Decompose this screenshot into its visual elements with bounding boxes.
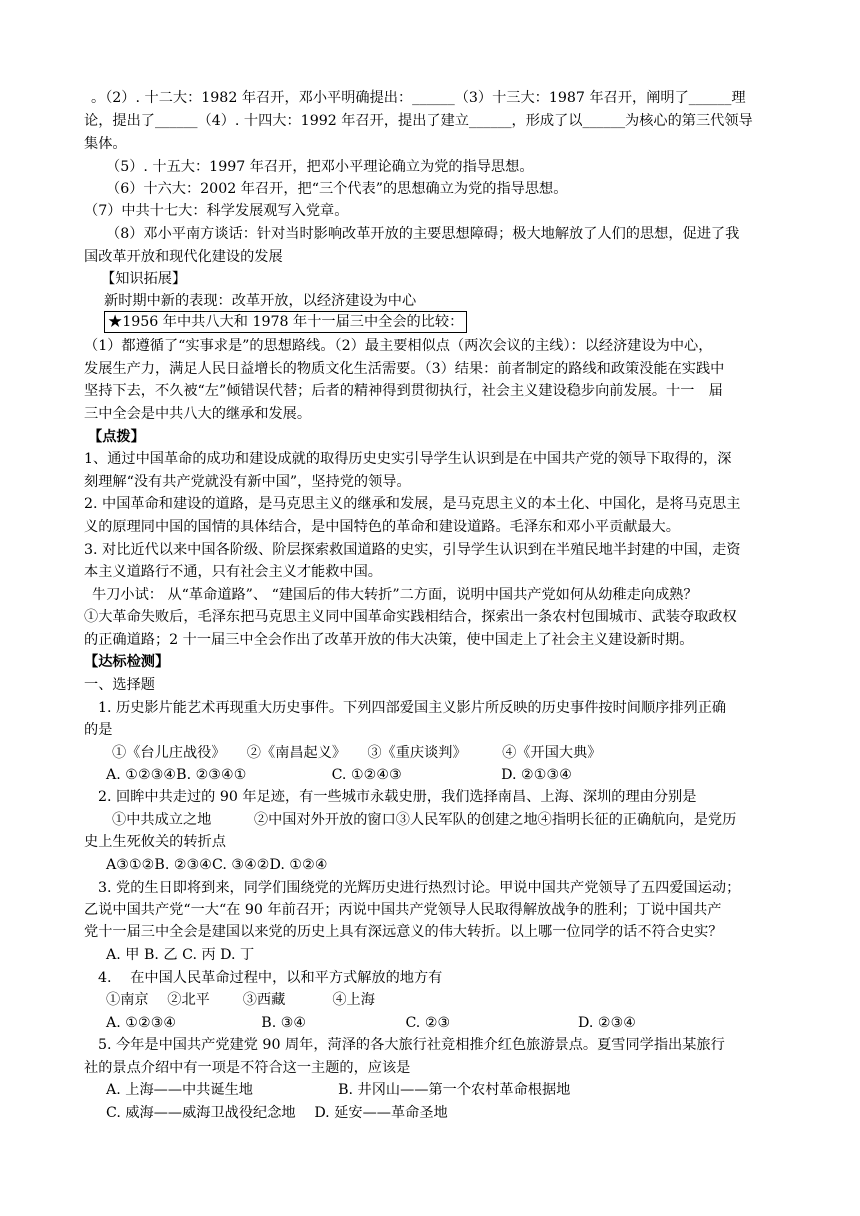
option-line: A③①②B. ②③④C. ③④②D. ①②④ — [106, 857, 328, 873]
text-line: 刻理解“没有共产党就没有新中国”，坚持党的领导。 — [84, 474, 411, 490]
text-line: （5）. 十五大：1997 年召开，把邓小平理论确立为党的指导思想。 — [106, 159, 534, 175]
text-line: 新时期中新的表现：改革开放，以经济建设为中心 — [104, 293, 417, 309]
section-heading: 【知识拓展】 — [101, 271, 187, 287]
text-line: 1、通过中国革命的成功和建设成就的取得历史史实引导学生认识到是在中国共产党的领导下取得的，深 — [84, 451, 732, 467]
section-heading: 【点拨】 — [88, 429, 145, 445]
text-line: 国改革开放和现代化建设的发展 — [84, 249, 283, 265]
text-line: 2. 中国革命和建设的道路，是马克思主义的继承和发展，是马克思主义的本土化、中国化，是将马克思主 — [84, 496, 741, 512]
question-text: 4. 在中国人民革命过程中，以和平方式解放的地方有 — [98, 970, 443, 986]
text-line: （1）都遵循了“实事求是”的思想路线。（2）最主要相似点（两次会议的主线）：以经济建设为中心， — [84, 338, 713, 354]
question-text: 1. 历史影片能艺术再现重大历史事件。下列四部爱国主义影片所反映的历史事件按时间顺序排列正确 — [98, 700, 727, 716]
option-line: A. ①②③④ B. ③④ C. ②③ D. ②③④ — [106, 1015, 637, 1031]
section-heading: 【达标检测】 — [84, 654, 170, 670]
text-line: 集体。 — [84, 136, 127, 152]
boxed-heading: ★1956 年中共八大和 1978 年十一届三中全会的比较： — [104, 311, 467, 333]
option-line: A. 上海——中共诞生地 B. 井冈山——第一个农村革命根据地 — [106, 1082, 571, 1098]
text-line: 3. 对比近代以来中国各阶级、阶层探索救国道路的史实，引导学生认识到在半殖民地半封建的中国，走资 — [84, 542, 741, 558]
text-line: 党十一届三中全会是建国以来党的历史上具有深远意义的伟大转折。以上哪一位同学的话不符合史实？ — [84, 924, 723, 940]
text-line: （6）十六大：2002 年召开，把“三个代表”的思想确立为党的指导思想。 — [106, 181, 568, 197]
question-text: 2. 回眸中共走过的 90 年足迹，有一些城市永载史册，我们选择南昌、上海、深圳的理由分别是 — [98, 789, 697, 805]
text-line: 坚持下去，不久被“左”倾错误代替；后者的精神得到贯彻执行，社会主义建设稳步向前发展。十一 届 — [84, 383, 723, 399]
text-line: 发展生产力，满足人民日益增长的物质文化生活需要。（3）结果：前者制定的路线和政策没能在实践中 — [84, 361, 725, 377]
text-line: 一、选择题 — [84, 677, 155, 693]
question-text: 5. 今年是中国共产党建党 90 周年，菏泽的各大旅行社竞相推介红色旅游景点。夏雪同学指出某旅行 — [98, 1037, 725, 1053]
text-line: ①大革命失败后，毛泽东把马克思主义同中国革命实践相结合，探索出一条农村包围城市、武装夺取政权 — [84, 609, 737, 625]
text-line: （8）邓小平南方谈话：针对当时影响改革开放的主要思想障碍；极大地解放了人们的思想，促进了我 — [106, 226, 740, 242]
text-line: 的正确道路；2 十一届三中全会作出了改革开放的伟大决策，使中国走上了社会主义建设新时期。 — [84, 632, 694, 648]
text-line: 本主义道路行不通，只有社会主义才能救中国。 — [84, 564, 382, 580]
text-line: ①南京 ②北平 ③西藏 ④上海 — [106, 992, 375, 1008]
text-line: 乙说中国共产党“一大“在 90 年前召开；丙说中国共产党领导人民取得解放战争的胜利；丁说中国共产 — [84, 902, 722, 918]
text-line: 史上生死攸关的转折点 — [84, 834, 226, 850]
text-line: 三中全会是中共八大的继承和发展。 — [84, 406, 312, 422]
text-line: 论，提出了______（4）. 十四大：1992 年召开，提出了建立______，形成了以______为核心的第三代领导 — [84, 113, 753, 129]
text-line: 牛刀小试： 从“革命道路”、 “建国后的伟大转折”二方面，说明中国共产党如何从幼稚走向成熟？ — [92, 587, 698, 603]
option-line: C. 威海——威海卫战役纪念地 D. 延安——革命圣地 — [106, 1105, 448, 1121]
text-line: ①中共成立之地 ②中国对外开放的窗口③人民军队的创建之地④指明长征的正确航向，是党历 — [112, 812, 737, 828]
text-line: 社的景点介绍中有一项是不符合这一主题的，应该是 — [84, 1060, 411, 1076]
option-line: ①《台儿庄战役》 ②《南昌起义》 ③《重庆谈判》 ④《开国大典》 — [112, 745, 602, 761]
question-text: 3. 党的生日即将到来，同学们围绕党的光辉历史进行热烈讨论。甲说中国共产党领导了五四爱国运动； — [98, 880, 741, 896]
option-line: A. 甲 B. 乙 C. 丙 D. 丁 — [106, 947, 255, 963]
option-line: A. ①②③④B. ②③④① C. ①②④③ D. ②①③④ — [106, 767, 572, 783]
text-line: 。（2）. 十二大：1982 年召开，邓小平明确提出：______（3）十三大：1987 年召开，阐明了______理 — [91, 90, 746, 106]
text-line: （7）中共十七大：科学发展观写入党章。 — [84, 203, 349, 219]
text-line: 义的原理同中国的国情的具体结合，是中国特色的革命和建设道路。毛泽东和邓小平贡献最大。 — [84, 519, 680, 535]
text-line: 的是 — [84, 722, 113, 738]
